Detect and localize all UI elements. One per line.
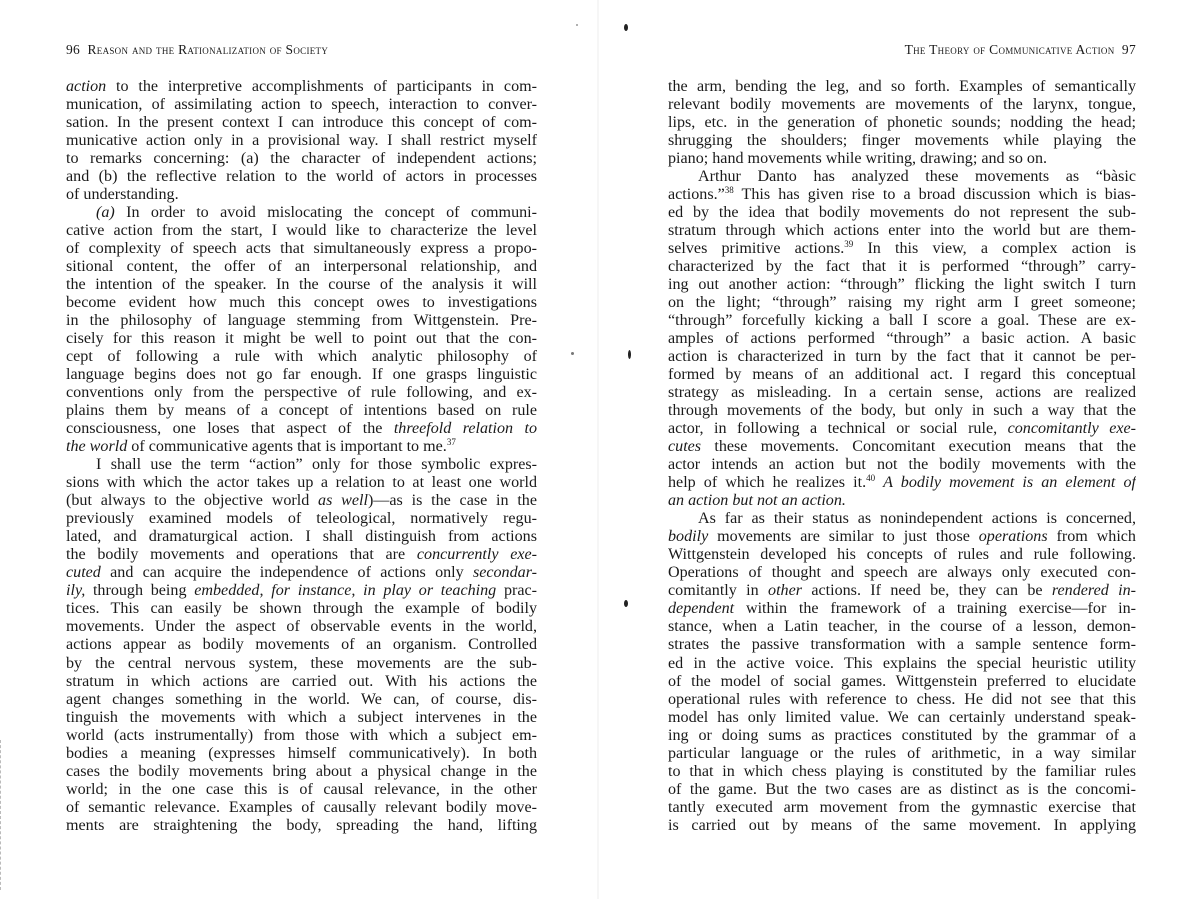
text-line — [668, 96, 1136, 114]
text-line — [66, 673, 537, 691]
text-line — [668, 474, 1136, 492]
text-line — [66, 709, 537, 727]
text-line — [668, 258, 1136, 276]
text-segment: world (acts instrumentally) from those with which a subject em- — [66, 726, 537, 744]
text-line — [668, 727, 1136, 745]
text-line — [66, 582, 537, 600]
text-line — [66, 799, 537, 817]
text-line — [66, 655, 537, 673]
text-segment: Wittgenstein developed his concepts of rules and rule following. — [668, 546, 1136, 564]
text-segment: bodily — [668, 528, 709, 546]
text-line — [668, 294, 1136, 312]
text-segment: by the central nervous system, these movements are the sub- — [66, 654, 537, 672]
text-segment: of communicative agents that is important to me. — [127, 438, 447, 456]
text-segment: these movements. Concomitant execution means that the — [701, 438, 1136, 456]
text-segment: (a) — [96, 204, 115, 222]
text-segment: actions. If need be, they can be — [802, 582, 1052, 600]
text-segment: agent changes something in the world. We can, of course, dis- — [66, 690, 537, 708]
text-segment: (but always to the objective world — [66, 492, 319, 510]
text-line — [668, 384, 1136, 402]
text-line — [668, 222, 1136, 240]
text-segment — [875, 474, 883, 491]
text-line — [66, 492, 537, 510]
text-line — [668, 312, 1136, 330]
text-line — [668, 673, 1136, 691]
left-running-head — [66, 42, 328, 58]
left-page-number: 96 — [66, 42, 81, 57]
text-line — [668, 438, 1136, 456]
text-segment: of understanding. — [66, 186, 179, 204]
text-segment: amples of actions performed “through” a basic action. A basic — [668, 330, 1136, 348]
text-segment: and can acquire the independence of actions only — [100, 564, 473, 582]
text-segment: to remarks concerning: (a) the character of independent actions; — [66, 150, 537, 168]
text-segment: the world — [66, 438, 128, 456]
text-line — [668, 240, 1136, 258]
text-segment: the bodily movements and operations that are — [66, 546, 417, 564]
text-line — [668, 420, 1136, 438]
text-segment: conventions only from the perspective of rule following, and ex- — [66, 384, 537, 402]
footnote-marker: 40 — [866, 474, 876, 484]
text-line — [668, 114, 1136, 132]
text-segment: municative action only in a provisional way. I shall restrict myself — [66, 132, 537, 150]
text-segment: piano; hand movements while writing, drawing; and so on. — [668, 150, 1048, 168]
footnote-marker: 39 — [844, 240, 854, 250]
text-segment: cept of following a rule with which analytic philosophy of — [66, 348, 537, 366]
text-segment: formed by means of an additional act. I regard this conceptual — [668, 366, 1136, 384]
text-line — [668, 330, 1136, 348]
text-line — [66, 348, 537, 366]
text-segment: rendered in- — [1051, 582, 1136, 600]
text-segment: movements. Under the aspect of observable events in the world, — [66, 618, 537, 636]
text-line — [66, 258, 537, 276]
text-line — [66, 132, 537, 150]
text-segment: ed in the active voice. This explains the special heuristic utility — [668, 654, 1136, 672]
text-segment: from which — [1047, 528, 1136, 546]
text-segment: characterized by the fact that it is performed “through” carry- — [668, 258, 1136, 276]
text-segment: stance, when a Latin teacher, in the course of a lesson, demon- — [668, 618, 1136, 636]
text-line — [66, 168, 537, 186]
text-segment: concurrently exe- — [416, 546, 537, 564]
text-segment: particular language or the rules of arithmetic, in a way similar — [668, 744, 1136, 762]
text-segment: sitional content, the offer of an interpersonal relationship, and — [66, 258, 537, 276]
text-segment: Arthur Danto has analyzed these movements as “bàsic — [698, 168, 1136, 186]
text-segment: tinguish the movements with which a subject intervenes in the — [66, 708, 537, 726]
text-line — [66, 817, 537, 835]
text-line — [668, 348, 1136, 366]
text-line — [668, 276, 1136, 294]
text-segment: other — [768, 582, 803, 600]
text-segment: This has given rise to a broad discussion which is bias- — [733, 186, 1136, 204]
text-segment: the arm, bending the leg, and so forth. Examples of semantically — [668, 78, 1136, 95]
text-segment: through being — [85, 582, 195, 600]
text-segment: as well — [318, 492, 368, 510]
text-segment: operational rules with reference to chess. He did not see that this — [668, 690, 1136, 708]
text-segment: stratum through which actions enter into the world but are them- — [668, 222, 1136, 240]
text-line — [668, 582, 1136, 600]
text-segment: model has only limited value. We can certainly understand speak- — [668, 708, 1136, 726]
text-line — [668, 618, 1136, 636]
text-segment: As far as their status as nonindependent actions is concerned, — [698, 510, 1136, 528]
text-line — [66, 420, 537, 438]
text-line — [668, 78, 1136, 96]
text-segment: dependent — [668, 600, 735, 618]
text-segment: cisely for this reason it might be well to point out that the con- — [66, 330, 537, 348]
text-segment: concomitantly exe- — [1007, 420, 1136, 438]
text-line — [66, 528, 537, 546]
right-body-text — [668, 78, 1136, 835]
text-segment: Operations of thought and speech are always only executed con- — [668, 564, 1136, 582]
text-line — [66, 636, 537, 654]
text-line — [668, 456, 1136, 474]
text-line — [66, 474, 537, 492]
text-segment: ing or doing sums as practices constituted by the grammar of a — [668, 726, 1136, 744]
left-running-title: Reason and the Rationalization of Society — [87, 42, 329, 57]
text-line — [66, 204, 537, 222]
text-segment: help of which he realizes it. — [668, 474, 867, 492]
text-segment: cases the bodily movements bring about a physical change in the — [66, 762, 537, 780]
text-segment: “through” forcefully kicking a ball I score a goal. These are ex- — [668, 312, 1136, 330]
footnote-marker: 38 — [724, 186, 734, 196]
text-line — [66, 222, 537, 240]
text-segment: ily, — [66, 582, 86, 600]
text-line — [66, 546, 537, 564]
text-line — [668, 745, 1136, 763]
text-line — [66, 276, 537, 294]
text-segment: bodies a meaning (expresses himself communicatively). In both — [66, 744, 537, 762]
text-segment: strates the passive transformation with a sample sentence form- — [668, 636, 1136, 654]
text-segment: world; in the one case this is of causal relevance, in the other — [66, 780, 537, 798]
text-segment: on the light; “through” raising my right arm I greet someone; — [668, 294, 1136, 312]
text-segment: operations — [978, 528, 1048, 546]
text-segment: of the model of social games. Wittgenstein preferred to elucidate — [668, 672, 1136, 690]
text-line — [66, 294, 537, 312]
text-segment: ing out another action: “through” flicking the light switch I turn — [668, 276, 1136, 294]
text-line — [668, 709, 1136, 727]
text-segment: ments are straightening the body, spreading the hand, lifting — [66, 816, 537, 834]
text-line — [668, 691, 1136, 709]
text-segment: strategy as misleading. In a certain sense, actions are realized — [668, 384, 1136, 402]
text-segment: become evident how much this concept owes to investigations — [66, 294, 537, 312]
text-line — [668, 168, 1136, 186]
text-line — [668, 366, 1136, 384]
text-segment: selves primitive actions. — [668, 240, 845, 258]
text-segment: shrugging the shoulders; finger movements while playing the — [668, 132, 1136, 150]
text-segment: cutes — [668, 438, 702, 456]
text-segment: to the interpretive accomplishments of participants in com- — [106, 78, 537, 95]
footnote-marker: 37 — [446, 438, 456, 448]
text-line — [668, 546, 1136, 564]
text-line — [66, 600, 537, 618]
text-line — [668, 492, 1136, 510]
text-line — [66, 402, 537, 420]
text-line — [668, 600, 1136, 618]
text-line — [668, 204, 1136, 222]
text-line — [66, 114, 537, 132]
text-line — [66, 186, 537, 204]
text-segment: A bodily movement is an element of — [883, 474, 1136, 492]
text-line — [668, 799, 1136, 817]
text-segment: I shall use the term “action” only for those symbolic expres- — [96, 456, 537, 474]
text-segment: consciousness, one loses that aspect of the — [66, 420, 394, 438]
text-line — [66, 96, 537, 114]
text-segment: within the framework of a training exercise—for in- — [734, 600, 1136, 618]
text-line — [668, 510, 1136, 528]
right-running-title: The Theory of Communicative Action — [904, 42, 1115, 57]
text-line — [66, 781, 537, 799]
text-line — [66, 763, 537, 781]
text-line — [668, 763, 1136, 781]
text-segment: embedded, for instance, in play or teaching — [194, 582, 497, 600]
text-segment: )—as is the case in the — [367, 492, 537, 510]
text-line — [668, 636, 1136, 654]
text-segment: movements are similar to just those — [708, 528, 979, 546]
text-line — [668, 132, 1136, 150]
text-segment: of complexity of speech acts that simultaneously express a propo- — [66, 240, 537, 258]
text-segment: tantly executed arm movement from the gymnastic exercise that — [668, 798, 1136, 816]
text-line — [66, 564, 537, 582]
text-line — [66, 366, 537, 384]
text-segment: lips, etc. in the generation of phonetic sounds; nodding the head; — [668, 114, 1136, 132]
text-line — [66, 384, 537, 402]
text-segment: the intention of the speaker. In the course of the analysis it will — [66, 276, 537, 294]
text-segment: action is characterized in turn by the fact that it cannot be per- — [668, 348, 1136, 366]
left-body-text — [66, 78, 537, 835]
right-page — [600, 0, 1199, 899]
text-segment: through movements of the body, but only in such a way that the — [668, 402, 1136, 420]
text-segment: actions appear as bodily movements of an organism. Controlled — [66, 636, 537, 654]
text-segment: In order to avoid mislocating the concept of communi- — [114, 204, 537, 222]
text-line — [66, 78, 537, 96]
text-segment: an action but not an action. — [668, 492, 846, 510]
text-segment: is carried out by means of the same movement. In applying — [668, 816, 1136, 834]
text-segment: sation. In the present context I can introduce this concept of com- — [66, 114, 537, 132]
text-line — [668, 186, 1136, 204]
text-line — [66, 438, 537, 456]
text-segment: sions with which the actor takes up a relation to at least one world — [66, 474, 537, 492]
text-line — [66, 745, 537, 763]
text-segment: ed by the idea that bodily movements do not represent the sub- — [668, 204, 1136, 222]
text-segment: plains them by means of a concept of intentions based on rule — [66, 402, 537, 420]
text-line — [668, 150, 1136, 168]
text-line — [66, 727, 537, 745]
text-segment: and (b) the reflective relation to the world of actors in processes — [66, 168, 537, 186]
text-segment: relevant bodily movements are movements of the larynx, tongue, — [668, 96, 1136, 114]
text-line — [66, 456, 537, 474]
text-segment: cuted — [66, 564, 101, 582]
text-line — [668, 402, 1136, 420]
text-segment: cative action from the start, I would like to characterize the level — [66, 222, 537, 240]
text-line — [66, 312, 537, 330]
right-running-head — [905, 42, 1136, 58]
right-page-number: 97 — [1121, 42, 1136, 57]
text-line — [66, 618, 537, 636]
text-line — [668, 655, 1136, 673]
text-line — [66, 150, 537, 168]
text-line — [668, 817, 1136, 835]
text-line — [66, 330, 537, 348]
text-segment: of semantic relevance. Examples of causally relevant bodily move- — [66, 798, 537, 816]
text-line — [668, 564, 1136, 582]
text-segment: action — [66, 78, 107, 95]
text-segment: actions.” — [668, 186, 725, 204]
text-segment: threefold relation to — [393, 420, 537, 438]
text-segment: secondar- — [472, 564, 537, 582]
text-line — [66, 510, 537, 528]
text-line — [66, 691, 537, 709]
text-segment: prac- — [496, 582, 537, 600]
text-segment: language begins does not go far enough. If one grasps linguistic — [66, 366, 537, 384]
text-segment: stratum in which actions are carried out. With his actions the — [66, 672, 537, 690]
text-line — [668, 781, 1136, 799]
text-segment: actor intends an action but not the bodily movements with the — [668, 456, 1136, 474]
text-segment: comitantly in — [668, 582, 769, 600]
text-segment: actor, in following a technical or social rule, — [668, 420, 1008, 438]
text-segment: in the philosophy of language stemming from Wittgenstein. Pre- — [66, 312, 537, 330]
text-segment: munication, of assimilating action to speech, interaction to conver- — [66, 96, 537, 114]
text-segment: In this view, a complex action is — [853, 240, 1136, 258]
text-segment: previously examined models of teleological, normatively regu- — [66, 510, 537, 528]
text-line — [668, 528, 1136, 546]
text-segment: of the game. But the two cases are as distinct as is the concomi- — [668, 780, 1136, 798]
text-line — [66, 240, 537, 258]
text-segment: to that in which chess playing is constituted by the familiar rules — [668, 762, 1136, 780]
text-segment: lated, and dramaturgical action. I shall distinguish from actions — [66, 528, 537, 546]
text-segment: tices. This can easily be shown through the example of bodily — [66, 600, 537, 618]
